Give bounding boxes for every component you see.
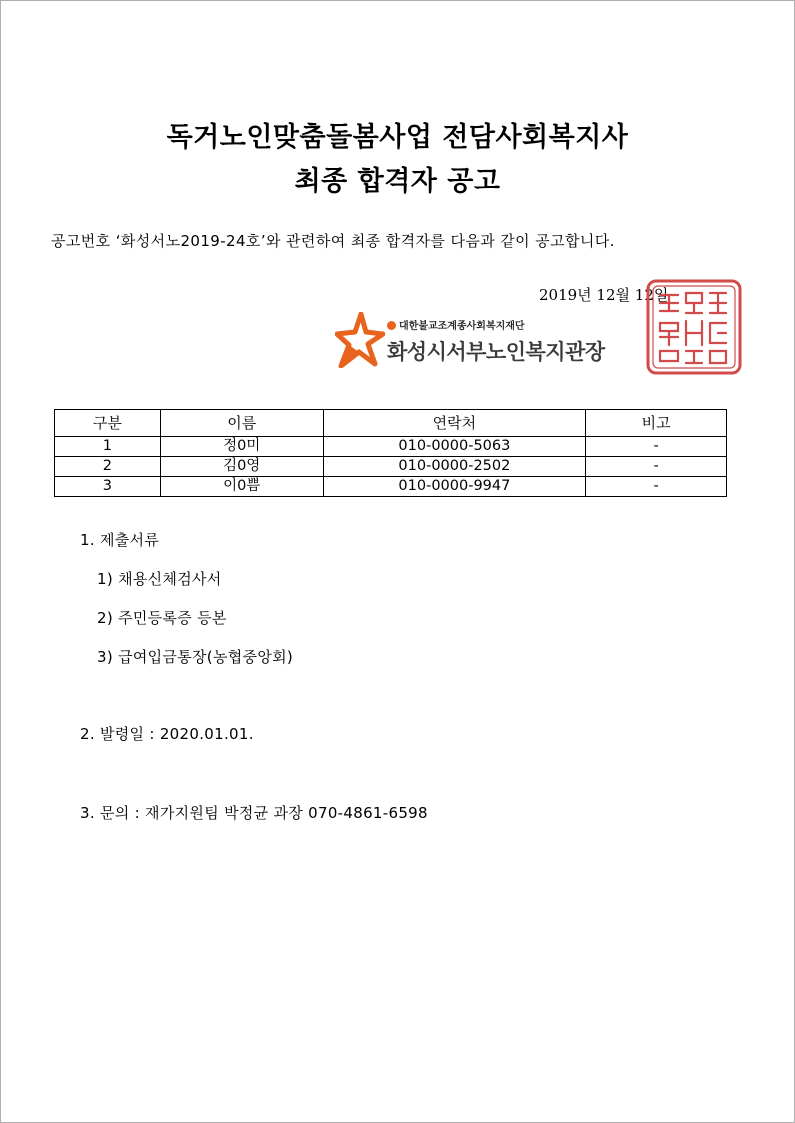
intro-text: 공고번호 ‘화성서노2019-24호’와 관련하여 최종 합격자를 다음과 같이 공고합니다. xyxy=(51,232,615,250)
cell-division: 2 xyxy=(55,457,161,477)
col-header-note: 비고 xyxy=(586,410,727,437)
col-header-contact: 연락처 xyxy=(323,410,586,437)
section-appointment-date: 2. 발령일 : 2020.01.01. xyxy=(80,725,254,743)
col-header-name: 이름 xyxy=(160,410,323,437)
successful-candidates-table xyxy=(54,409,727,497)
logo-org-name xyxy=(387,317,525,332)
cell-name: 김0영 xyxy=(160,457,323,477)
cell-division: 3 xyxy=(55,477,161,497)
section-documents: 1. 제출서류 xyxy=(80,531,160,549)
orange-star-icon xyxy=(335,312,385,368)
doc-item-1: 1) 채용신체검사서 xyxy=(97,570,222,588)
cell-contact: 010-0000-2502 xyxy=(323,457,586,477)
cell-contact: 010-0000-9947 xyxy=(323,477,586,497)
section-inquiry: 3. 문의 : 재가지원팀 박정균 과장 070-4861-6598 xyxy=(80,804,428,822)
cell-division: 1 xyxy=(55,437,161,457)
cell-note: - xyxy=(586,477,727,497)
notice-date: 2019년 12월 12일 xyxy=(539,286,669,304)
organization-logo xyxy=(335,312,625,372)
doc-item-3: 3) 급여입금통장(농협중앙회) xyxy=(97,648,294,666)
cell-name: 이0쁨 xyxy=(160,477,323,497)
cell-name: 정0미 xyxy=(160,437,323,457)
table-row xyxy=(55,437,727,457)
official-seal-icon xyxy=(644,277,744,377)
title-line-2: 최종 합격자 공고 xyxy=(294,166,501,197)
logo-org-text: 대한불교조계종사회복지재단 xyxy=(399,321,525,332)
title-line-1: 독거노인맞춤돌봄사업 전담사회복지사 xyxy=(166,122,629,153)
table-row xyxy=(55,477,727,497)
table-row xyxy=(55,457,727,477)
col-header-division: 구분 xyxy=(55,410,161,437)
table-header-row xyxy=(55,410,727,437)
buddhist-emblem-icon xyxy=(387,321,396,330)
logo-center-name: 화성시서부노인복지관장 xyxy=(387,340,605,364)
doc-item-2: 2) 주민등록증 등본 xyxy=(97,609,227,627)
cell-contact: 010-0000-5063 xyxy=(323,437,586,457)
cell-note: - xyxy=(586,457,727,477)
cell-note: - xyxy=(586,437,727,457)
